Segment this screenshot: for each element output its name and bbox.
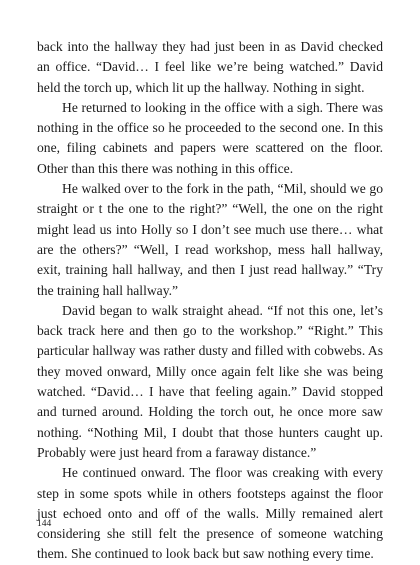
paragraph-2: He returned to looking in the office with a sigh. There was nothing in the office so he proceeded to the second one. In this one, filing cabinets and papers were scattered on the floor. Other than this there was nothing in this office.: [37, 99, 383, 176]
page-text-body: [37, 37, 383, 565]
page-number: 144: [37, 519, 52, 529]
paragraph-1: back into the hallway they had just been in as David checked an office. “David… I feel like we’re being watched.” David held the torch up, which lit up the hallway. Nothing in sight.: [37, 39, 383, 95]
paragraph-3: He walked over to the fork in the path, “Mil, should we go straight or t the one to the right?” “Well, the one on the right might lead us into Holly so I don’t see much use there… what are the others?” “Well, I read workshop, mess hall hallway, exit, training hall hallway, and then I just read hallway.” “Try the training hall hallway.”: [37, 181, 383, 298]
paragraph-5: He continued onward. The floor was creaking with every step in some spots while in others footsteps against the floor just echoed onto and off of the walls. Milly remained alert considering she still felt the presence of someone watching them. She continued to look back but saw nothing every time.: [37, 465, 383, 562]
paragraph-4: David began to walk straight ahead. “If not this one, let’s back track here and then go to the workshop.” “Right.” This particular hallway was rather dusty and filled with cobwebs. As they moved onward, Milly once again felt like she was being watched. “David… I have that feeling again.” David stopped and turned around. Holding the torch out, he once more saw nothing. “Nothing Mil, I doubt that those hunters caught up. Probably were just heard from a faraway distance.”: [37, 302, 383, 460]
